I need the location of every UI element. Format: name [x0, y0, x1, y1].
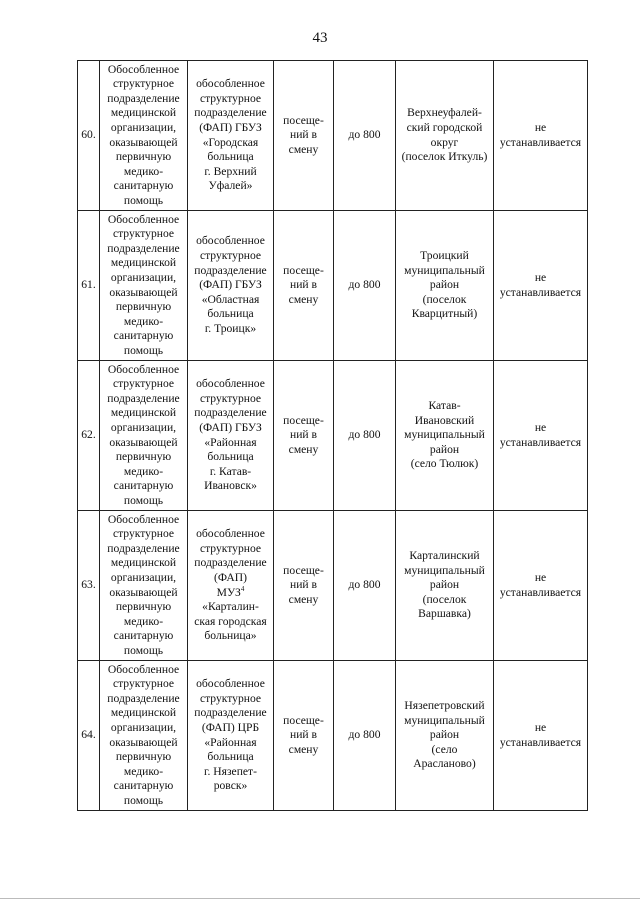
status-cell: не устанавливается: [494, 61, 588, 211]
capacity-cell: до 800: [334, 211, 396, 361]
unit-cell: посеще- ний в смену: [274, 661, 334, 811]
facilities-table: [77, 60, 588, 811]
status-cell: не устанавливается: [494, 211, 588, 361]
row-number: 63.: [78, 511, 100, 661]
organization-cell: [188, 211, 274, 361]
status-cell: не устанавливается: [494, 661, 588, 811]
organization-cell: [188, 361, 274, 511]
unit-cell: посеще- ний в смену: [274, 211, 334, 361]
subdivision-cell: Обособленное структурное подразделение медицинской организации, оказывающей первичную медико- санитарную помощь: [100, 511, 188, 661]
subdivision-cell: Обособленное структурное подразделение медицинской организации, оказывающей первичную медико- санитарную помощь: [100, 61, 188, 211]
organization-cell: [188, 61, 274, 211]
organization-text: обособленное структурное подразделение (ФАП) МУЗ: [194, 527, 267, 599]
location-cell: Катав- Ивановский муниципальный район (село Тюлюк): [396, 361, 494, 511]
status-cell: не устанавливается: [494, 361, 588, 511]
table-row: [78, 61, 588, 211]
organization-cell: [188, 511, 274, 661]
organization-text-tail: «Карталин- ская городская больница»: [194, 600, 267, 643]
page-bottom-edge: [0, 898, 640, 899]
table-row: [78, 361, 588, 511]
organization-cell: [188, 661, 274, 811]
organization-text: обособленное структурное подразделение (ФАП) ГБУЗ «Городская больница г. Верхний Уфалей»: [194, 77, 267, 193]
subdivision-cell: Обособленное структурное подразделение медицинской организации, оказывающей первичную медико- санитарную помощь: [100, 211, 188, 361]
organization-text: обособленное структурное подразделение (ФАП) ЦРБ «Районная больница г. Нязепет- ровск»: [194, 677, 267, 793]
row-number: 64.: [78, 661, 100, 811]
capacity-cell: до 800: [334, 511, 396, 661]
unit-cell: посеще- ний в смену: [274, 511, 334, 661]
row-number: 61.: [78, 211, 100, 361]
table-row: [78, 661, 588, 811]
status-cell: не устанавливается: [494, 511, 588, 661]
organization-text: обособленное структурное подразделение (ФАП) ГБУЗ «Областная больница г. Троицк»: [194, 234, 267, 335]
capacity-cell: до 800: [334, 361, 396, 511]
footnote-marker: 4: [240, 584, 245, 593]
table-row: [78, 511, 588, 661]
organization-text: обособленное структурное подразделение (ФАП) ГБУЗ «Районная больница г. Катав- Ивановск»: [194, 377, 267, 493]
capacity-cell: до 800: [334, 661, 396, 811]
location-cell: Троицкий муниципальный район (поселок Кварцитный): [396, 211, 494, 361]
table-row: [78, 211, 588, 361]
subdivision-cell: Обособленное структурное подразделение медицинской организации, оказывающей первичную медико- санитарную помощь: [100, 361, 188, 511]
location-cell: Карталинский муниципальный район (поселок Варшавка): [396, 511, 494, 661]
unit-cell: посеще- ний в смену: [274, 361, 334, 511]
capacity-cell: до 800: [334, 61, 396, 211]
location-cell: Верхнеуфалей- ский городской округ (поселок Иткуль): [396, 61, 494, 211]
location-cell: Нязепетровский муниципальный район (село Арасланово): [396, 661, 494, 811]
unit-cell: посеще- ний в смену: [274, 61, 334, 211]
subdivision-cell: Обособленное структурное подразделение медицинской организации, оказывающей первичную медико- санитарную помощь: [100, 661, 188, 811]
page-number: 43: [312, 30, 328, 46]
row-number: 62.: [78, 361, 100, 511]
row-number: 60.: [78, 61, 100, 211]
